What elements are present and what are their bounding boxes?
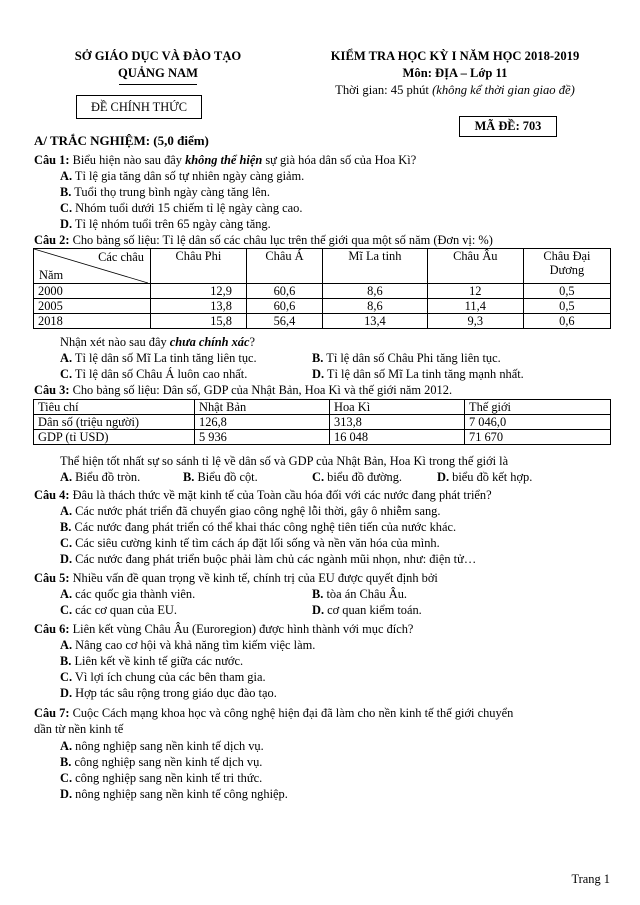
q3-option-d[interactable]: D. biểu đồ kết hợp. — [437, 470, 533, 484]
official-exam-box: ĐỀ CHÍNH THỨC — [76, 95, 202, 119]
q7-option-b[interactable]: B. công nghiệp sang nền kinh tế dịch vụ. — [60, 755, 263, 769]
population-share-table — [33, 248, 611, 329]
table-row: 2005 13,8 60,6 8,6 11,4 0,5 — [34, 299, 611, 314]
q6-option-d[interactable]: D. Hợp tác sâu rộng trong giáo dục đào tạo. — [60, 686, 277, 700]
q2-option-a[interactable]: A. Tỉ lệ dân số Mĩ La tinh tăng liên tục. — [60, 351, 257, 365]
q4-option-d[interactable]: D. Các nước đang phát triển buộc phải làm chủ các ngành mũi nhọn, như: điện tử… — [60, 552, 477, 566]
table-row: Dân số (triệu người) 126,8 313,8 7 046,0 — [34, 415, 611, 430]
q2-option-d[interactable]: D. Tỉ lệ dân số Mĩ La tinh tăng mạnh nhất. — [312, 367, 524, 381]
q5-option-a[interactable]: A. các quốc gia thành viên. — [60, 587, 196, 601]
col-header: Châu Phi — [150, 249, 246, 284]
q7-option-d[interactable]: D. nông nghiệp sang nền kinh tế công nghiệp. — [60, 787, 288, 801]
question-2: Câu 2: Cho bảng số liệu: Tỉ lệ dân số các châu lục trên thế giới qua một số năm (Đơn vị: %) — [34, 233, 493, 247]
section-title: A/ TRẮC NGHIỆM: (5,0 điểm) — [34, 133, 209, 148]
q4-option-c[interactable]: C. Các siêu cường kinh tế tìm cách áp đặt lối sống và nền văn hóa của mình. — [60, 536, 440, 550]
table-row: GDP (tỉ USD) 5 936 16 048 71 670 — [34, 430, 611, 445]
q1-option-b[interactable]: B. Tuổi thọ trung bình ngày càng tăng lên. — [60, 185, 270, 199]
table-row: 2000 12,9 60,6 8,6 12 0,5 — [34, 284, 611, 299]
department-name: SỞ GIÁO DỤC VÀ ĐÀO TẠO — [74, 49, 242, 63]
q3-option-b[interactable]: B. Biểu đồ cột. — [183, 470, 258, 484]
q5-option-c[interactable]: C. các cơ quan của EU. — [60, 603, 177, 617]
q1-option-c[interactable]: C. Nhóm tuổi dưới 15 chiếm tỉ lệ ngày càng cao. — [60, 201, 303, 215]
table-row: 2018 15,8 56,4 13,4 9,3 0,6 — [34, 314, 611, 329]
province-name: QUẢNG NAM — [117, 66, 199, 80]
q5-option-b[interactable]: B. tòa án Châu Âu. — [312, 587, 407, 601]
question-7-cont: dần từ nền kinh tế — [34, 722, 124, 736]
q7-option-a[interactable]: A. nông nghiệp sang nền kinh tế dịch vụ. — [60, 739, 264, 753]
question-7: Câu 7: Cuộc Cách mạng khoa học và công nghệ hiện đại đã làm cho nền kinh tế thế giới chuyển — [34, 706, 514, 720]
q6-option-c[interactable]: C. Vì lợi ích chung của các bên tham gia. — [60, 670, 266, 684]
col-header: Châu Âu — [427, 249, 523, 284]
q3-option-c[interactable]: C. biểu đồ đường. — [312, 470, 403, 484]
question-5: Câu 5: Nhiều vấn đề quan trọng về kinh tế, chính trị của EU được quyết định bởi — [34, 571, 438, 585]
header-divider — [119, 84, 197, 85]
exam-time: Thời gian: 45 phút (không kể thời gian giao đề) — [335, 83, 575, 97]
q1-option-a[interactable]: A. Tỉ lệ gia tăng dân số tự nhiên ngày càng giảm. — [60, 169, 305, 183]
table-corner-cell: Các châu Năm — [34, 249, 151, 284]
q5-option-d[interactable]: D. cơ quan kiểm toán. — [312, 603, 422, 617]
q1-option-d[interactable]: D. Tỉ lệ nhóm tuổi trên 65 ngày càng tăng. — [60, 217, 271, 231]
q2-prompt: Nhận xét nào sau đây chưa chính xác? — [60, 335, 255, 349]
col-header: Châu Đại Dương — [523, 249, 610, 284]
question-4: Câu 4: Đâu là thách thức về mặt kinh tế của Toàn cầu hóa đối với các nước đang phát triển? — [34, 488, 492, 502]
q6-option-a[interactable]: A. Nâng cao cơ hội và khả năng tìm kiếm việc làm. — [60, 638, 316, 652]
population-gdp-table — [33, 399, 611, 445]
question-3: Câu 3: Cho bảng số liệu: Dân số, GDP của Nhật Bản, Hoa Kì và thế giới năm 2012. — [34, 383, 453, 397]
q4-option-a[interactable]: A. Các nước phát triển đã chuyển giao công nghệ lỗi thời, gây ô nhiễm sang. — [60, 504, 441, 518]
page-number: Trang 1 — [571, 872, 610, 886]
exam-code-box: MÃ ĐỀ: 703 — [459, 116, 557, 137]
department-header — [48, 48, 268, 85]
col-header: Mĩ La tinh — [323, 249, 428, 284]
q6-option-b[interactable]: B. Liên kết về kinh tế giữa các nước. — [60, 654, 244, 668]
col-header: Châu Á — [246, 249, 322, 284]
table-header-row: Tiêu chí Nhật Bản Hoa Kì Thế giới — [34, 400, 611, 415]
q7-option-c[interactable]: C. công nghiệp sang nền kinh tế tri thức. — [60, 771, 263, 785]
exam-header — [300, 48, 610, 99]
q4-option-b[interactable]: B. Các nước đang phát triển có thể khai thác công nghệ tiên tiến của nước khác. — [60, 520, 457, 534]
question-1: Câu 1: Biểu hiện nào sau đây không thể hiện sự già hóa dân số của Hoa Kì? — [34, 153, 417, 167]
exam-title: KIỂM TRA HỌC KỲ I NĂM HỌC 2018-2019 — [330, 49, 580, 63]
question-6: Câu 6: Liên kết vùng Châu Âu (Euroregion) được hình thành với mục đích? — [34, 622, 414, 636]
q2-option-b[interactable]: B. Tỉ lệ dân số Châu Phi tăng liên tục. — [312, 351, 501, 365]
q3-option-a[interactable]: A. Biểu đồ tròn. — [60, 470, 141, 484]
exam-subject: Môn: ĐỊA – Lớp 11 — [402, 66, 508, 80]
q2-option-c[interactable]: C. Tỉ lệ dân số Châu Á luôn cao nhất. — [60, 367, 248, 381]
q3-prompt: Thể hiện tốt nhất sự so sánh tỉ lệ về dân số và GDP của Nhật Bản, Hoa Kì trong thế giới là — [60, 454, 509, 468]
